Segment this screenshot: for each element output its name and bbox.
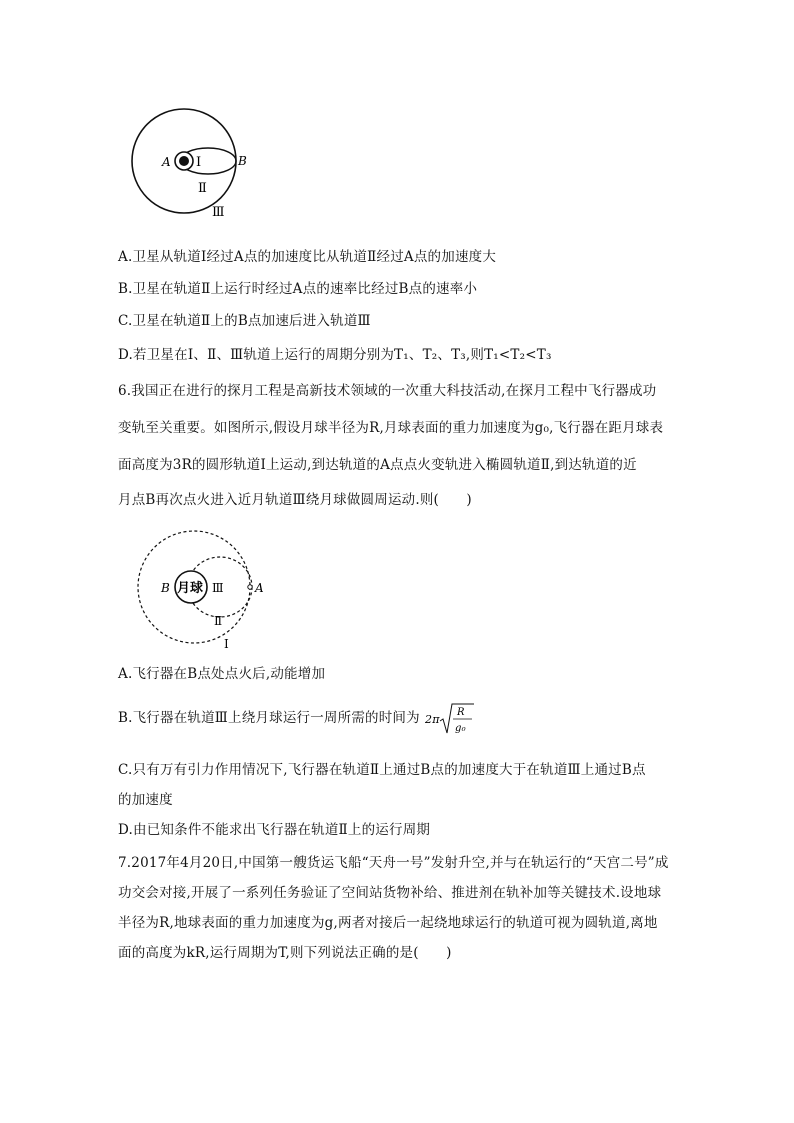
- label-a: A: [255, 581, 264, 595]
- label-orbit-3: Ⅲ: [212, 205, 225, 220]
- label-orbit-3: Ⅲ: [212, 581, 224, 595]
- point-a: [248, 585, 252, 589]
- formula-numerator: R: [457, 706, 466, 718]
- q6-line-4: 月点B再次点火进入近月轨道Ⅲ绕月球做圆周运动.则( ): [118, 492, 472, 508]
- q6-option-a: A.飞行器在B点处点火后,动能增加: [118, 666, 326, 682]
- earth-dot: [179, 156, 189, 166]
- q7-line-4: 面的高度为kR,运行周期为T,则下列说法正确的是( ): [118, 945, 452, 961]
- q5-option-b: B.卫星在轨道Ⅱ上运行时经过A点的速率比经过B点的速率小: [118, 281, 478, 297]
- formula-denominator: g₀: [455, 722, 467, 734]
- orbit-figure-2: [120, 530, 280, 655]
- label-orbit-1: Ⅰ: [224, 637, 229, 651]
- q5-option-a: A.卫星从轨道Ⅰ经过A点的加速度比从轨道Ⅱ经过A点的加速度大: [118, 249, 497, 265]
- label-b: B: [238, 154, 247, 168]
- q5-option-c: C.卫星在轨道Ⅱ上的B点加速后进入轨道Ⅲ: [118, 313, 371, 329]
- q7-line-3: 半径为R,地球表面的重力加速度为g,两者对接后一起绕地球运行的轨道可视为圆轨道,离地: [118, 915, 658, 931]
- q6-line-2: 变轨至关重要。如图所示,假设月球半径为R,月球表面的重力加速度为g₀,飞行器在距月球表: [118, 420, 664, 436]
- label-a: A: [162, 155, 171, 169]
- q6-option-d: D.由已知条件不能求出飞行器在轨道Ⅱ上的运行周期: [118, 822, 431, 838]
- label-orbit-1: Ⅰ: [196, 155, 202, 170]
- formula-coef: 2π: [425, 712, 440, 726]
- label-orbit-2: Ⅱ: [214, 614, 223, 628]
- q6-line-3: 面高度为3R的圆形轨道Ⅰ上运动,到达轨道的A点点火变轨进入椭圆轨道Ⅱ,到达轨道的近: [118, 457, 637, 473]
- q7-line-2: 功交会对接,开展了一系列任务验证了空间站货物补给、推进剂在轨补加等关键技术.设地球: [118, 885, 662, 901]
- moon-label: 月球: [177, 581, 204, 596]
- q5-option-d: D.若卫星在Ⅰ、Ⅱ、Ⅲ轨道上运行的周期分别为T₁、T₂、T₃,则T₁<T₂<T₃: [118, 347, 552, 363]
- q7-line-1: 7.2017年4月20日,中国第一艘货运飞船“天舟一号”发射升空,并与在轨运行的“天宫二号”成: [118, 855, 669, 871]
- sqrt-formula: [424, 701, 478, 737]
- label-orbit-2: Ⅱ: [198, 181, 207, 196]
- q6-option-b: [118, 700, 478, 736]
- orbit-figure-1: [128, 108, 258, 220]
- q6-option-b-text: B.飞行器在轨道Ⅲ上绕月球运行一周所需的时间为: [118, 710, 420, 726]
- q6-option-c-line-2: 的加速度: [118, 792, 173, 808]
- label-b: B: [161, 581, 170, 595]
- q6-line-1: 6.我国正在进行的探月工程是高新技术领域的一次重大科技活动,在探月工程中飞行器成功: [118, 383, 657, 399]
- q6-option-c-line-1: C.只有万有引力作用情况下,飞行器在轨道Ⅱ上通过B点的加速度大于在轨道Ⅲ上通过B点: [118, 762, 646, 778]
